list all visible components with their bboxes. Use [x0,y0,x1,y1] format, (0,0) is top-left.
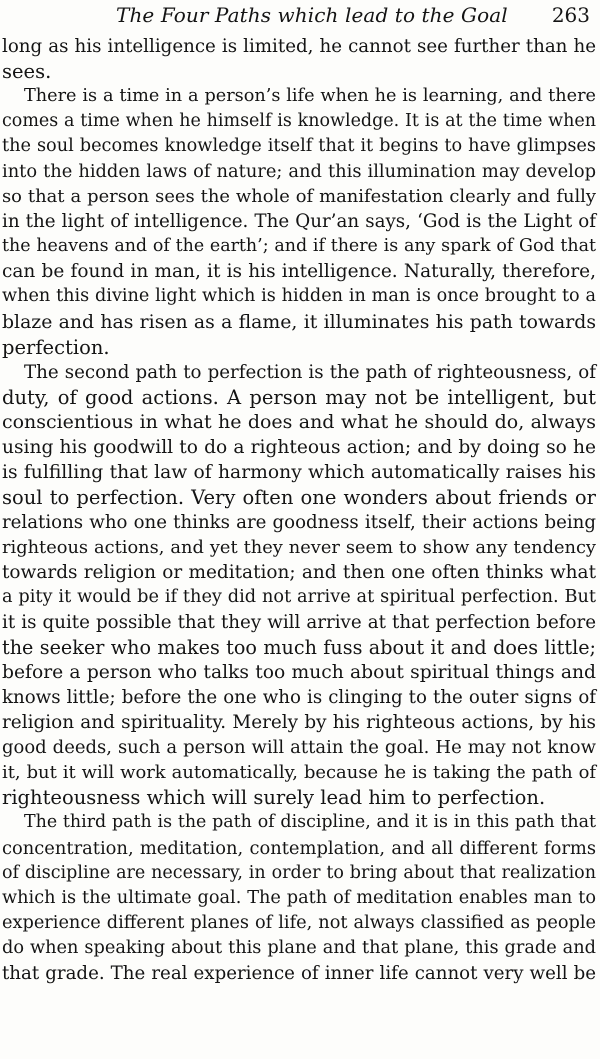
text-line: duty, of good actions. A person may not be intelligent, but [2,385,596,409]
text-line: sees. [2,60,52,84]
text-line: The third path is the path of discipline, and it is in this path that [24,812,596,833]
text-line: so that a person sees the whole of manifestation clearly and fully [2,186,596,208]
text-line: a pity it would be if they did not arrive at spiritual perfection. But [2,587,596,608]
text-line: is fulfilling that law of harmony which automatically raises his [2,461,596,483]
paragraph [2,810,596,985]
text-line: perfection. [2,335,110,359]
paragraph [2,34,596,84]
text-line: that grade. The real experience of inner life cannot very well be [2,962,596,984]
text-line: long as his intelligence is limited, he cannot see further than he [2,36,596,57]
text-line: righteousness which will surely lead him to perfection. [2,786,546,810]
text-line: There is a time in a person’s life when he is learning, and there [24,86,596,107]
body-text [2,34,596,986]
text-line: it, but it will work automatically, because he is taking the path of [2,762,596,784]
running-head [0,2,600,32]
text-line: the soul becomes knowledge itself that it begins to have glimpses [2,136,596,157]
page-number: 263 [551,3,590,27]
text-line: blaze and has risen as a flame, it illuminates his path towards [2,311,596,333]
text-line: when this divine light which is hidden in man is once brought to a [2,286,596,307]
text-line: using his goodwill to do a righteous action; and by doing so he [2,436,596,458]
text-line: experience different planes of life, not always classified as people [2,912,596,933]
text-line: before a person who talks too much about spiritual things and [2,662,596,684]
text-line: it is quite possible that they will arrive at that perfection before [2,612,596,634]
text-line: knows little; before the one who is clinging to the outer signs of [2,687,596,709]
text-line: good deeds, such a person will attain the goal. He may not know [2,737,596,759]
text-line: religion and spirituality. Merely by his righteous actions, by his [2,712,596,734]
paragraph [2,84,596,360]
text-line: which is the ultimate goal. The path of meditation enables man to [2,887,596,908]
running-title: The Four Paths which lead to the Goal [116,3,508,27]
text-line: the seeker who makes too much fuss about it and does little; [2,636,596,660]
text-line: of discipline are necessary, in order to bring about that realization [2,862,596,883]
text-line: relations who one thinks are goodness itself, their actions being [2,511,596,533]
text-line: righteous actions, and yet they never seem to show any tendency [2,536,596,558]
text-line: in the light of intelligence. The Qur’an says, ‘God is the Light of [2,211,596,233]
text-line: comes a time when he himself is knowledge. It is at the time when [2,111,596,132]
text-line: soul to perfection. Very often one wonders about friends or [2,485,596,509]
text-line: concentration, meditation, contemplation, and all different forms [2,837,596,859]
text-line: do when speaking about this plane and that plane, this grade and [2,937,596,958]
text-line: can be found in man, it is his intelligence. Naturally, therefore, [2,261,596,283]
text-line: conscientious in what he does and what he should do, always [2,410,596,433]
paragraph [2,360,596,811]
text-line: the heavens and of the earth’; and if there is any spark of God that [2,236,596,257]
text-line: towards religion or meditation; and then one often thinks what [2,561,596,583]
text-line: into the hidden laws of nature; and this illumination may develop [2,161,596,183]
text-line: The second path to perfection is the path of righteousness, of [24,361,596,383]
